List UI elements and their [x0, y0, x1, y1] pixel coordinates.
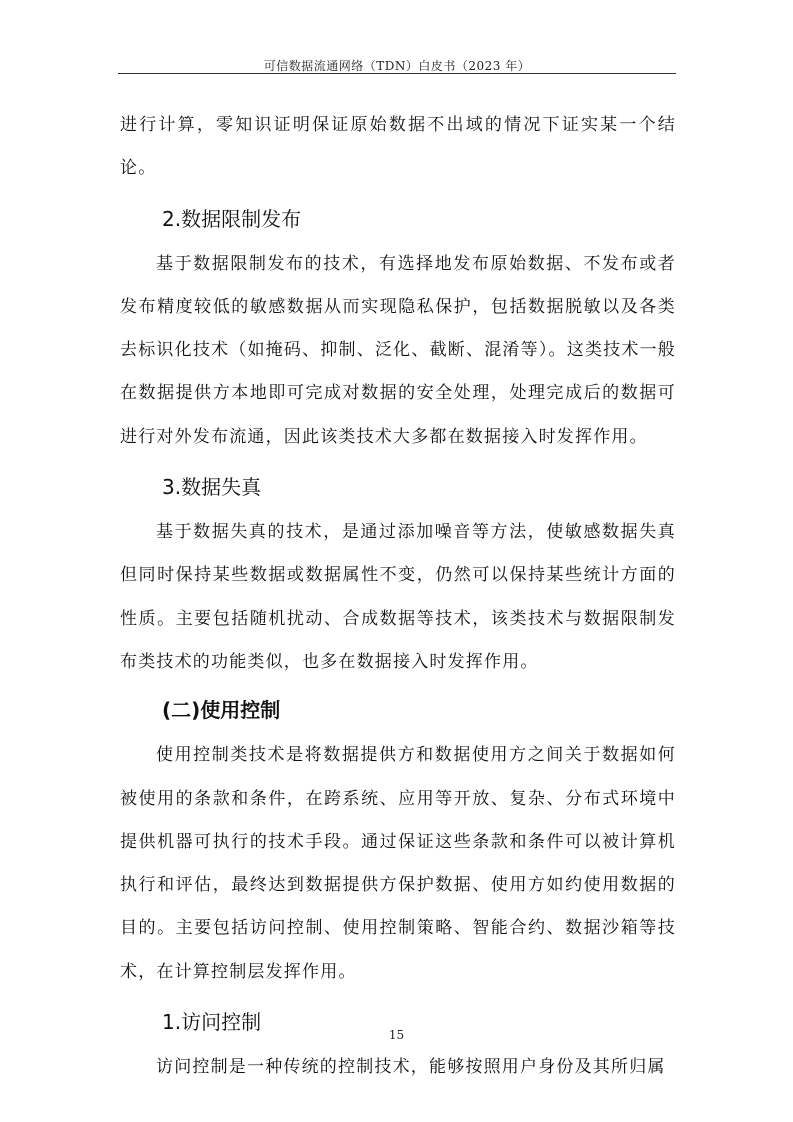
header-divider [118, 73, 676, 74]
heading-data-restricted-release: 2.数据限制发布 [162, 206, 302, 231]
paragraph-access-control: 访问控制是一种传统的控制技术，能够按照用户身份及其所归属 [156, 1057, 666, 1078]
heading-usage-control: (二)使用控制 [162, 698, 281, 723]
paragraph-continued: 进行计算，零知识证明保证原始数据不出域的情况下证实某一个结论。 [120, 115, 676, 179]
paragraph-data-distortion: 基于数据失真的技术，是通过添加噪音等方法，使敏感数据失真但同时保持某些数据或数据属性不变，仍然可以保持某些统计方面的性质。主要包括随机扰动、合成数据等技术，该类技术与数据限制发布类技术的功能类似，也多在数据接入时发挥作用。 [120, 522, 676, 672]
page-number: 15 [388, 1028, 405, 1042]
heading-access-control: 1.访问控制 [162, 1010, 262, 1035]
page-body [120, 104, 676, 1089]
paragraph-data-restricted-release: 基于数据限制发布的技术，有选择地发布原始数据、不发布或者发布精度较低的敏感数据从而实现隐私保护，包括数据脱敏以及各类去标识化技术（如掩码、抑制、泛化、截断、混淆等）。这类技术一般在数据提供方本地即可完成对数据的安全处理，处理完成后的数据可进行对外发布流通，因此该类技术大多都在数据接入时发挥作用。 [120, 253, 676, 447]
heading-data-distortion: 3.数据失真 [162, 475, 262, 500]
paragraph-usage-control: 使用控制类技术是将数据提供方和数据使用方之间关于数据如何被使用的条款和条件，在跨系统、应用等开放、复杂、分布式环境中提供机器可执行的技术手段。通过保证这些条款和条件可以被计算机执行和评估，最终达到数据提供方保护数据、使用方如约使用数据的目的。主要包括访问控制、使用控制策略、智能合约、数据沙箱等技术，在计算控制层发挥作用。 [120, 745, 676, 982]
running-header: 可信数据流通网络（TDN）白皮书（2023 年） [263, 59, 531, 73]
